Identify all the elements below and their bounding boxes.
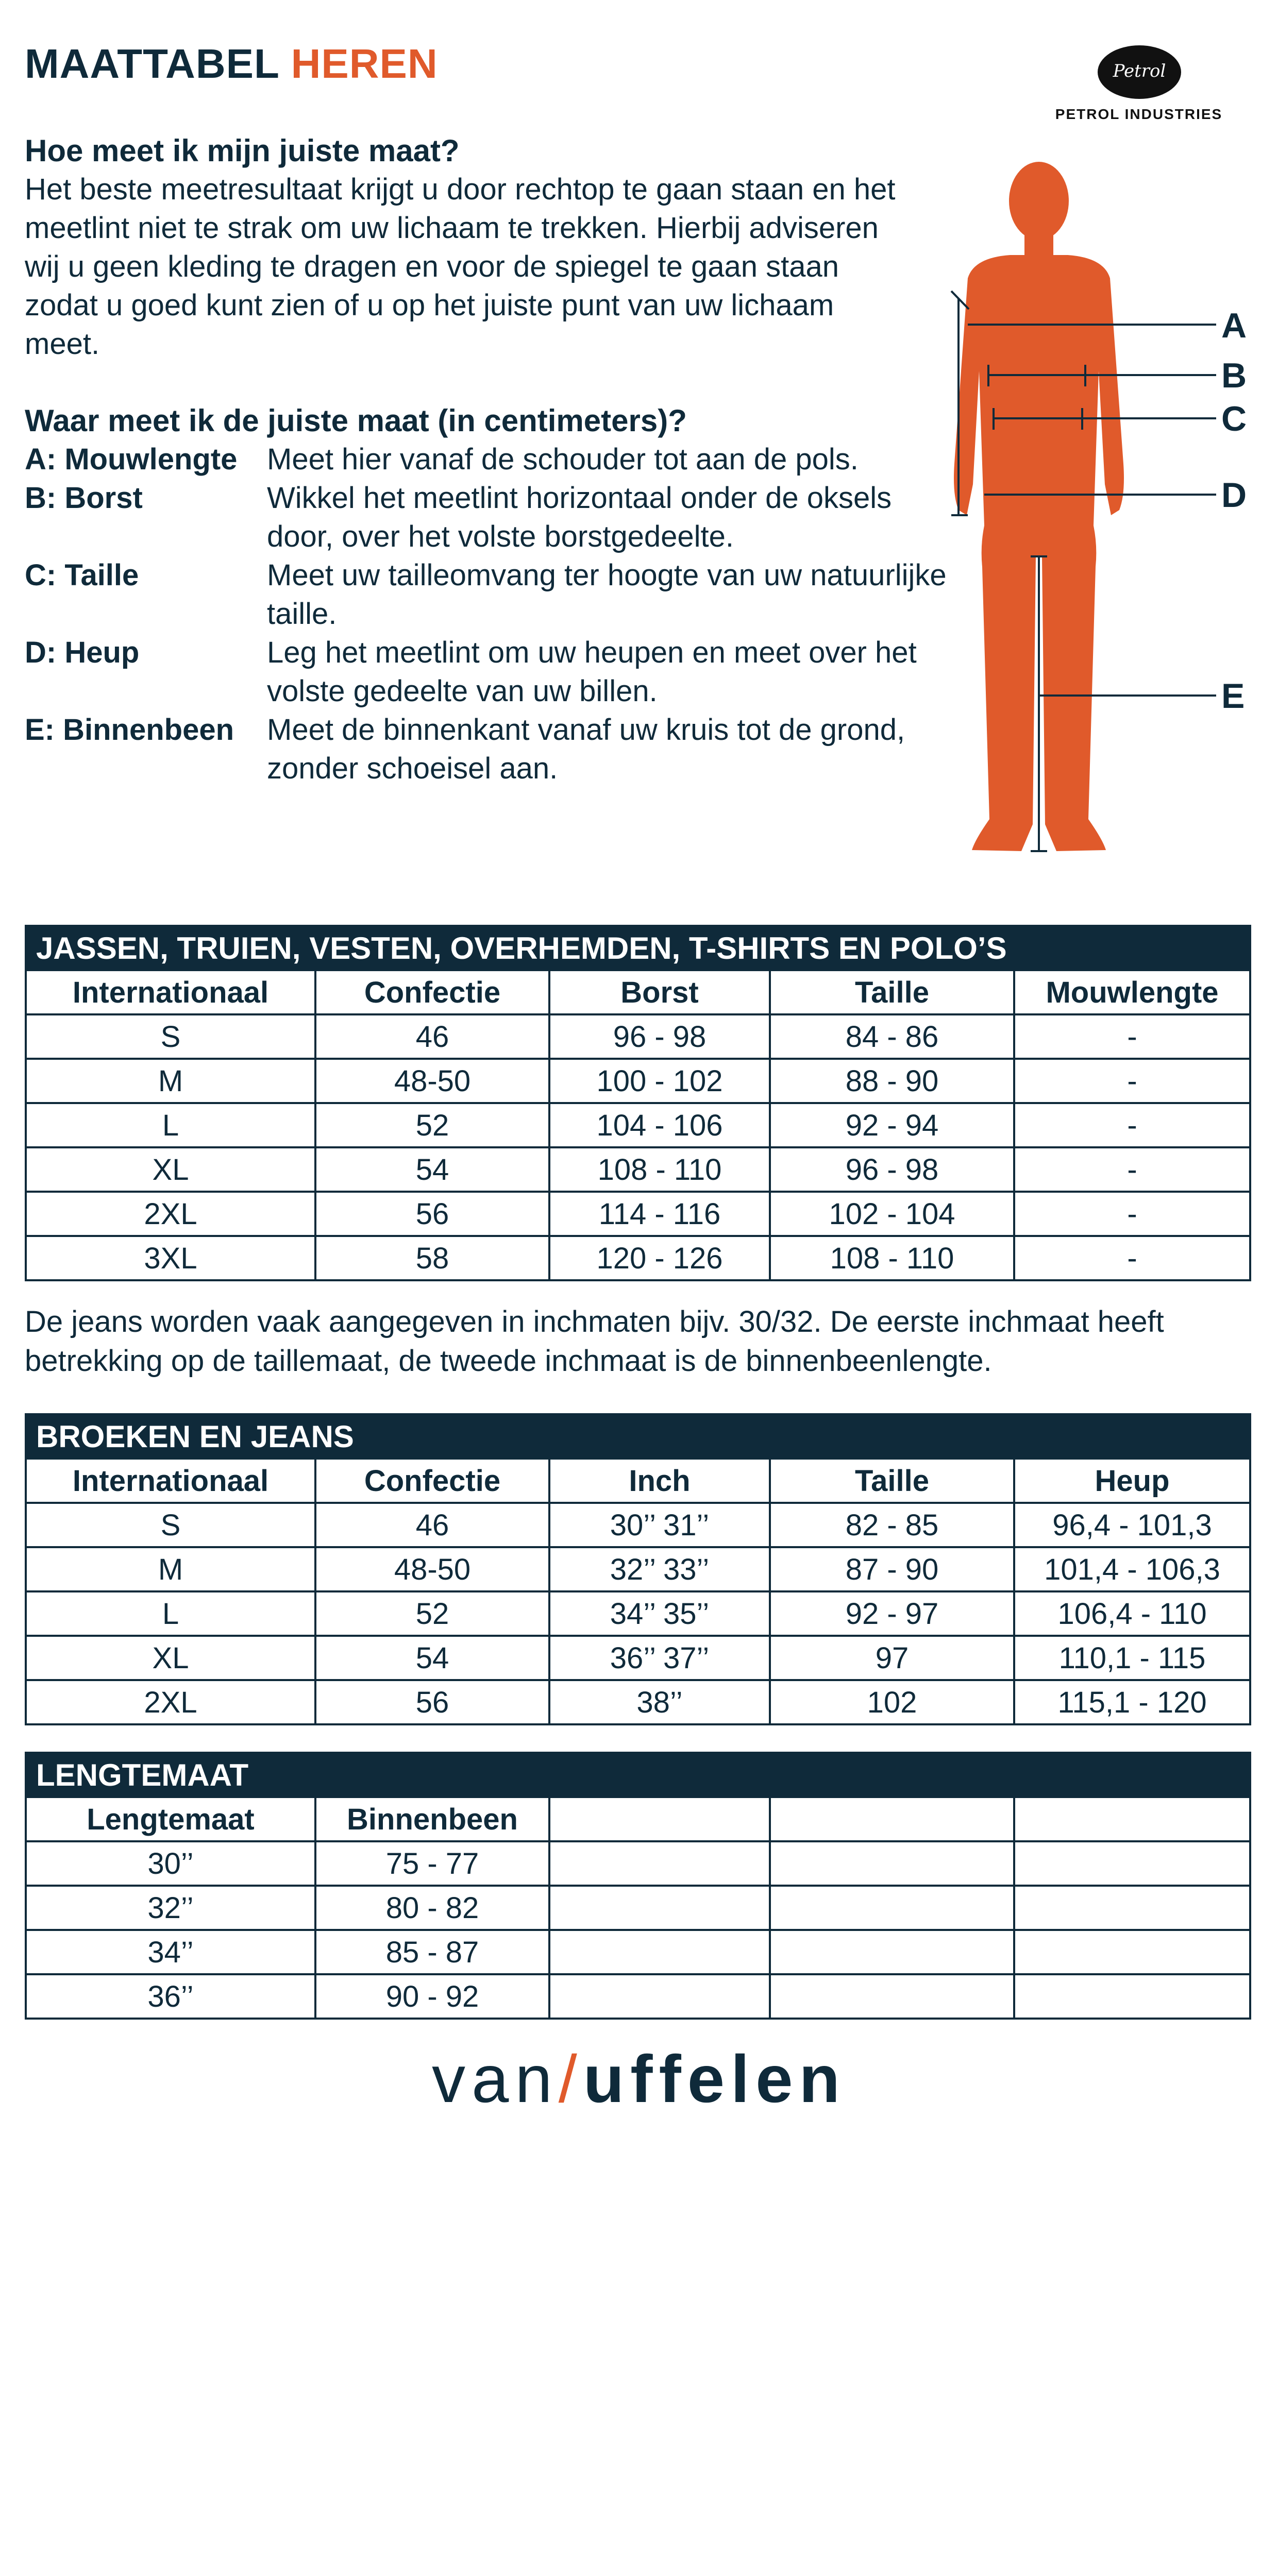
table-cell: 101,4 - 106,3 (1014, 1547, 1250, 1591)
table-cell (770, 1974, 1014, 2019)
table-cell: 54 (315, 1636, 549, 1680)
table-cell: 80 - 82 (315, 1886, 549, 1930)
table-cell: S (26, 1503, 315, 1547)
table-cell: 120 - 126 (549, 1236, 770, 1280)
figure-label-a: A (1221, 306, 1247, 345)
table-cell: M (26, 1059, 315, 1103)
table-cell: 108 - 110 (770, 1236, 1014, 1280)
table-cell: 75 - 77 (315, 1841, 549, 1886)
petrol-logo-mark (1098, 45, 1181, 99)
table-cell: 96 - 98 (770, 1147, 1014, 1192)
table-banner: JASSEN, TRUIEN, VESTEN, OVERHEMDEN, T-SHIRTS EN POLO’S (26, 926, 1250, 970)
measure-code: A: Mouwlengte (25, 443, 238, 476)
table-row (26, 1930, 1250, 1974)
trousers-size-table (25, 1413, 1251, 1725)
table-cell: 102 (770, 1680, 1014, 1724)
column-header: Binnenbeen (315, 1797, 549, 1841)
table-cell: - (1014, 1014, 1250, 1059)
table-cell (770, 1886, 1014, 1930)
table-cell (549, 1974, 770, 2019)
table-cell: L (26, 1103, 315, 1147)
table-cell: 34’’ (26, 1930, 315, 1974)
column-header: Internationaal (26, 970, 315, 1014)
table-cell: 108 - 110 (549, 1147, 770, 1192)
table-row (26, 1192, 1250, 1236)
figure-label-c: C (1221, 399, 1247, 438)
table-cell: 82 - 85 (770, 1503, 1014, 1547)
table-cell: 88 - 90 (770, 1059, 1014, 1103)
page-title (25, 40, 438, 88)
table-header-row (26, 1459, 1250, 1503)
table-cell: 106,4 - 110 (1014, 1591, 1250, 1636)
table-header-row (26, 970, 1250, 1014)
table-cell: 52 (315, 1591, 549, 1636)
table-cell (1014, 1974, 1250, 2019)
table-cell (1014, 1841, 1250, 1886)
table-cell: 54 (315, 1147, 549, 1192)
table-cell: 3XL (26, 1236, 315, 1280)
table-cell: 36’’ (26, 1974, 315, 2019)
table-cell: 48-50 (315, 1059, 549, 1103)
logo-slash: / (558, 2041, 583, 2116)
table-cell: 38’’ (549, 1680, 770, 1724)
measure-code: E: Binnenbeen (25, 713, 234, 747)
column-header: Borst (549, 970, 770, 1014)
measure-desc: Wikkel het meetlint horizontaal onder de oksels door, over het volste borstgedeelte. (267, 481, 892, 553)
table-cell: 56 (315, 1192, 549, 1236)
title-accent: HEREN (291, 41, 438, 87)
title-main: MAATTABEL (25, 41, 279, 87)
measure-heading: Waar meet ik de juiste maat (in centimeters)? (25, 403, 687, 438)
table-cell: 48-50 (315, 1547, 549, 1591)
table-row (26, 1636, 1250, 1680)
figure-label-d: D (1221, 476, 1247, 515)
table-cell: 96,4 - 101,3 (1014, 1503, 1250, 1547)
table-row (26, 1680, 1250, 1724)
table-cell: 52 (315, 1103, 549, 1147)
table-row (26, 1103, 1250, 1147)
brand-name: PETROL INDUSTRIES (1055, 106, 1223, 122)
table-cell: 104 - 106 (549, 1103, 770, 1147)
table-cell: 2XL (26, 1680, 315, 1724)
figure-label-b: B (1221, 356, 1247, 395)
petrol-industries-logo (1025, 45, 1252, 128)
table-cell: 87 - 90 (770, 1547, 1014, 1591)
table-cell: - (1014, 1192, 1250, 1236)
table-cell: M (26, 1547, 315, 1591)
table-cell: 34’’ 35’’ (549, 1591, 770, 1636)
table-row (26, 1059, 1250, 1103)
table-cell (770, 1930, 1014, 1974)
column-header (1014, 1797, 1250, 1841)
length-size-table (25, 1752, 1251, 2020)
table-cell (549, 1841, 770, 1886)
column-header: Confectie (315, 970, 549, 1014)
body-measurement-figure (907, 155, 1278, 871)
brand-mark: Petrol (1113, 61, 1166, 81)
logo-bold: uffelen (583, 2041, 846, 2116)
table-cell: XL (26, 1636, 315, 1680)
table-cell (1014, 1886, 1250, 1930)
measure-desc: Leg het meetlint om uw heupen en meet over het volste gedeelte van uw billen. (267, 636, 917, 708)
column-header: Internationaal (26, 1459, 315, 1503)
table-cell: 110,1 - 115 (1014, 1636, 1250, 1680)
column-header (549, 1797, 770, 1841)
table-cell: 92 - 94 (770, 1103, 1014, 1147)
table-cell: 30’’ 31’’ (549, 1503, 770, 1547)
tops-size-table (25, 925, 1251, 1281)
table-cell: 32’’ (26, 1886, 315, 1930)
jeans-inch-note: De jeans worden vaak aangegeven in inchmaten bijv. 30/32. De eerste inchmaat heeft betrekking op de taillemaat, de tweede inchmaat is de binnenbeenlengte. (25, 1305, 1164, 1378)
intro-heading: Hoe meet ik mijn juiste maat? (25, 133, 460, 168)
table-cell: 97 (770, 1636, 1014, 1680)
measure-desc: Meet de binnenkant vanaf uw kruis tot de grond, zonder schoeisel aan. (267, 713, 905, 785)
table-cell: XL (26, 1147, 315, 1192)
table-banner: BROEKEN EN JEANS (26, 1414, 1250, 1459)
table-cell: - (1014, 1236, 1250, 1280)
table-row (26, 1014, 1250, 1059)
intro-text: Het beste meetresultaat krijgt u door rechtop te gaan staan en het meetlint niet te strak om uw lichaam te trekken. Hierbij adviseren wij u geen kleding te dragen en voor de spiegel te gaan staan zodat u goed kunt zien of u op het juiste punt van uw lichaam meet. (25, 173, 896, 361)
table-cell: 46 (315, 1014, 549, 1059)
table-cell: L (26, 1591, 315, 1636)
table-row (26, 1236, 1250, 1280)
column-header: Confectie (315, 1459, 549, 1503)
measure-desc: Meet uw tailleomvang ter hoogte van uw natuurlijke taille. (267, 558, 947, 631)
table-cell: 32’’ 33’’ (549, 1547, 770, 1591)
table-cell (770, 1841, 1014, 1886)
table-cell: 92 - 97 (770, 1591, 1014, 1636)
table-cell: 96 - 98 (549, 1014, 770, 1059)
table-cell: 58 (315, 1236, 549, 1280)
table-row (26, 1503, 1250, 1547)
table-cell: - (1014, 1147, 1250, 1192)
figure-label-e: E (1221, 676, 1245, 716)
column-header: Mouwlengte (1014, 970, 1250, 1014)
table-cell: 102 - 104 (770, 1192, 1014, 1236)
table-cell: 84 - 86 (770, 1014, 1014, 1059)
table-cell: S (26, 1014, 315, 1059)
table-cell: 56 (315, 1680, 549, 1724)
column-header (770, 1797, 1014, 1841)
table-cell: 115,1 - 120 (1014, 1680, 1250, 1724)
table-cell: 36’’ 37’’ (549, 1636, 770, 1680)
table-row (26, 1886, 1250, 1930)
table-row (26, 1547, 1250, 1591)
table-header-row (26, 1797, 1250, 1841)
table-row (26, 1147, 1250, 1192)
table-cell: 46 (315, 1503, 549, 1547)
measure-code: C: Taille (25, 558, 139, 592)
column-header: Taille (770, 970, 1014, 1014)
table-cell: 90 - 92 (315, 1974, 549, 2019)
van-uffelen-logo (0, 2040, 1278, 2117)
table-cell: 85 - 87 (315, 1930, 549, 1974)
table-cell (549, 1930, 770, 1974)
table-row (26, 1974, 1250, 2019)
table-cell (549, 1886, 770, 1930)
table-cell: - (1014, 1103, 1250, 1147)
table-cell: - (1014, 1059, 1250, 1103)
table-cell (1014, 1930, 1250, 1974)
column-header: Lengtemaat (26, 1797, 315, 1841)
column-header: Heup (1014, 1459, 1250, 1503)
measure-desc: Meet hier vanaf de schouder tot aan de pols. (267, 443, 859, 476)
table-cell: 100 - 102 (549, 1059, 770, 1103)
table-banner: LENGTEMAAT (26, 1753, 1250, 1797)
table-row (26, 1841, 1250, 1886)
table-cell: 114 - 116 (549, 1192, 770, 1236)
measure-code: D: Heup (25, 636, 140, 669)
column-header: Inch (549, 1459, 770, 1503)
logo-light: van (432, 2041, 559, 2116)
table-row (26, 1591, 1250, 1636)
column-header: Taille (770, 1459, 1014, 1503)
table-cell: 30’’ (26, 1841, 315, 1886)
table-cell: 2XL (26, 1192, 315, 1236)
measure-code: B: Borst (25, 481, 143, 515)
